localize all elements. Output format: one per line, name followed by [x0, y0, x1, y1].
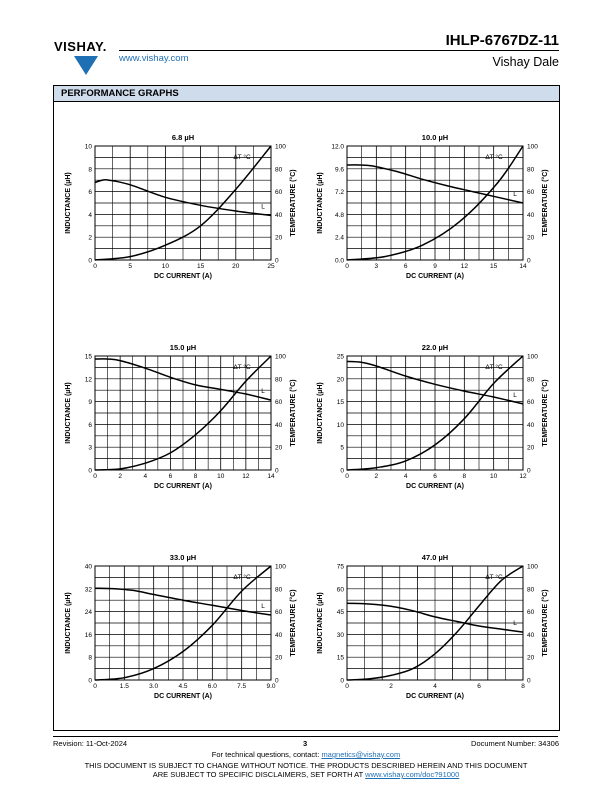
x-tick-label: 20 — [232, 263, 240, 270]
x-tick-label: 2 — [118, 473, 122, 480]
y-axis-label-right: TEMPERATURE (°C) — [542, 589, 549, 657]
y-tick-label-left: 32 — [84, 586, 92, 594]
chart-6 — [317, 553, 549, 700]
x-tick-label: 6 — [433, 473, 437, 480]
y-axis-label-left: INDUCTANCE (µH) — [65, 172, 72, 234]
x-tick-label: 15 — [196, 263, 205, 270]
x-tick-label: 9 — [433, 263, 437, 270]
y-tick-label-right: 20 — [527, 234, 535, 242]
y-tick-label-right: 20 — [275, 444, 283, 452]
y-tick-label-left: 4 — [88, 211, 92, 219]
y-tick-label-left: 10 — [336, 421, 344, 429]
x-tick-label: 10 — [161, 263, 170, 270]
y-tick-label-left: 6 — [88, 421, 92, 429]
y-tick-label-right: 100 — [527, 353, 538, 361]
y-tick-label-left: 8 — [88, 166, 92, 174]
y-tick-label-left: 15 — [336, 399, 344, 407]
y-tick-label-right: 60 — [275, 609, 283, 617]
chart-5 — [65, 553, 297, 700]
x-tick-label: 6 — [477, 683, 481, 690]
y-tick-label-left: 25 — [336, 353, 344, 361]
x-tick-label: 1.5 — [119, 683, 129, 690]
y-tick-label-right: 20 — [275, 654, 283, 662]
y-tick-label-left: 8 — [88, 654, 92, 662]
footer-contact — [0, 750, 612, 759]
x-axis-label: DC CURRENT (A) — [154, 273, 212, 280]
y-tick-label-right: 40 — [527, 421, 535, 429]
y-tick-label-left: 9.6 — [334, 166, 344, 174]
part-number: IHLP-6767DZ-11 — [445, 32, 559, 49]
footer-disclaimer — [0, 761, 612, 779]
y-tick-label-left: 75 — [336, 563, 344, 571]
brand-name: Vishay Dale — [492, 55, 559, 69]
y-tick-label-left: 15 — [84, 353, 92, 361]
y-axis-label-left: INDUCTANCE (µH) — [317, 382, 324, 444]
series-label-inductance: L — [513, 391, 517, 399]
y-tick-label-right: 20 — [275, 234, 283, 242]
chart-4 — [317, 343, 549, 490]
y-tick-label-right: 100 — [275, 143, 286, 151]
y-tick-label-left: 16 — [84, 631, 92, 639]
series-label-inductance: L — [261, 603, 265, 611]
x-tick-label: 0 — [93, 473, 97, 480]
y-axis-label-left: INDUCTANCE (µH) — [65, 382, 72, 444]
x-tick-label: 0 — [93, 263, 97, 270]
chart-title: 6.8 µH — [171, 133, 195, 142]
y-tick-label-right: 40 — [527, 211, 535, 219]
x-axis-label: DC CURRENT (A) — [406, 693, 464, 700]
series-label-inductance: L — [513, 191, 517, 198]
series-label-inductance: L — [513, 620, 517, 628]
x-tick-label: 25 — [267, 263, 275, 270]
y-tick-label-right: 60 — [527, 399, 535, 407]
y-tick-label-right: 100 — [527, 143, 538, 151]
y-tick-label-right: 60 — [527, 609, 535, 617]
y-tick-label-left: 5 — [340, 444, 344, 452]
y-tick-label-left: 12 — [84, 376, 92, 384]
x-tick-label: 0 — [345, 473, 349, 480]
series-label-temperature: ΔT °C — [233, 154, 251, 161]
x-axis-label: DC CURRENT (A) — [406, 483, 464, 490]
disclaimer-prefix: ARE SUBJECT TO SPECIFIC DISCLAIMERS, SET FORTH AT — [152, 770, 366, 779]
header-url-link[interactable]: www.vishay.com — [119, 53, 189, 64]
y-axis-label-right: TEMPERATURE (°C) — [542, 379, 549, 447]
y-axis-label-right: TEMPERATURE (°C) — [290, 169, 297, 237]
y-tick-label-right: 0 — [527, 257, 531, 265]
y-tick-label-right: 20 — [527, 444, 535, 452]
series-label-temperature: ΔT °C — [233, 574, 251, 581]
logo-text: VISHAY. — [54, 39, 107, 54]
y-axis-label-right: TEMPERATURE (°C) — [290, 589, 297, 657]
y-tick-label-right: 80 — [275, 586, 283, 594]
y-tick-label-right: 100 — [275, 353, 286, 361]
y-tick-label-left: 12.0 — [331, 143, 344, 151]
y-tick-label-left: 15 — [336, 654, 344, 662]
series-label-temperature: ΔT °C — [485, 574, 503, 581]
y-tick-label-right: 80 — [527, 166, 535, 174]
x-tick-label: 9.0 — [266, 683, 276, 690]
chart-1 — [65, 133, 297, 280]
x-tick-label: 3 — [374, 263, 379, 270]
y-axis-label-left: INDUCTANCE (µH) — [65, 592, 72, 654]
x-tick-label: 10 — [490, 473, 498, 480]
section-title: PERFORMANCE GRAPHS — [54, 86, 559, 102]
x-tick-label: 6 — [403, 263, 408, 270]
x-tick-label: 12 — [242, 473, 250, 480]
x-axis-label: DC CURRENT (A) — [406, 273, 464, 280]
x-tick-label: 5 — [128, 263, 133, 270]
y-tick-label-right: 60 — [275, 399, 283, 407]
x-tick-label: 0 — [345, 683, 349, 690]
y-tick-label-left: 2 — [88, 234, 92, 242]
y-tick-label-right: 100 — [275, 563, 286, 571]
y-tick-label-left: 0 — [88, 677, 92, 685]
footer-doc-number: Document Number: 34306 — [471, 739, 559, 748]
x-tick-label: 0 — [345, 263, 349, 270]
x-tick-label: 10 — [217, 473, 225, 480]
y-tick-label-right: 40 — [275, 631, 283, 639]
y-tick-label-right: 0 — [527, 677, 531, 685]
y-tick-label-left: 0 — [340, 677, 344, 685]
y-tick-label-left: 24 — [84, 609, 92, 617]
y-tick-label-right: 0 — [527, 467, 531, 475]
x-tick-label: 14 — [519, 263, 527, 270]
x-axis-label: DC CURRENT (A) — [154, 693, 212, 700]
y-tick-label-left: 45 — [336, 609, 344, 617]
x-axis-label: DC CURRENT (A) — [154, 483, 212, 490]
y-tick-label-right: 0 — [275, 677, 279, 685]
y-tick-label-right: 100 — [527, 563, 538, 571]
x-tick-label: 7.5 — [237, 683, 247, 690]
x-tick-label: 2 — [389, 683, 393, 690]
y-axis-label-left: INDUCTANCE (µH) — [317, 592, 324, 654]
x-tick-label: 8 — [193, 473, 198, 480]
y-tick-label-right: 60 — [275, 189, 283, 197]
y-tick-label-left: 2.4 — [334, 234, 344, 242]
chart-3 — [65, 343, 297, 490]
y-tick-label-left: 9 — [88, 399, 92, 407]
y-axis-label-right: TEMPERATURE (°C) — [290, 379, 297, 447]
contact-prefix: For technical questions, contact: — [211, 750, 322, 759]
y-tick-label-right: 60 — [527, 189, 535, 197]
series-label-temperature: ΔT °C — [485, 154, 503, 161]
y-tick-label-left: 30 — [336, 631, 344, 639]
x-tick-label: 4 — [143, 473, 148, 480]
series-label-inductance: L — [261, 388, 265, 396]
disclaimer-line-2 — [0, 770, 612, 779]
y-tick-label-right: 80 — [527, 586, 535, 594]
x-tick-label: 14 — [267, 473, 275, 480]
y-tick-label-left: 0 — [88, 467, 92, 475]
y-tick-label-left: 40 — [84, 563, 92, 571]
y-tick-label-right: 0 — [275, 467, 279, 475]
y-tick-label-right: 80 — [527, 376, 535, 384]
y-tick-label-right: 80 — [275, 376, 283, 384]
chart-title: 47.0 µH — [421, 553, 449, 562]
footer-page-number: 3 — [303, 739, 308, 748]
y-tick-label-left: 0.0 — [334, 257, 344, 265]
x-tick-label: 0 — [93, 683, 97, 690]
x-tick-label: 8 — [521, 683, 525, 690]
y-tick-label-left: 0 — [340, 467, 344, 475]
x-tick-label: 8 — [462, 473, 467, 480]
y-tick-label-right: 40 — [527, 631, 535, 639]
chart-title: 15.0 µH — [169, 343, 197, 352]
disclaimer-link[interactable]: www.vishay.com/doc?91000 — [365, 770, 460, 779]
x-tick-label: 12 — [519, 473, 527, 480]
x-tick-label: 4 — [433, 683, 437, 690]
y-tick-label-right: 40 — [275, 211, 283, 219]
y-tick-label-left: 4.8 — [334, 211, 344, 219]
y-axis-label-left: INDUCTANCE (µH) — [317, 172, 324, 234]
x-tick-label: 4.5 — [178, 683, 188, 690]
x-tick-label: 2 — [374, 473, 379, 480]
series-label-temperature: ΔT °C — [485, 364, 503, 371]
chart-title: 33.0 µH — [169, 553, 197, 562]
chart-title: 22.0 µH — [421, 343, 449, 352]
y-tick-label-right: 80 — [275, 166, 283, 174]
y-tick-label-left: 3 — [88, 444, 92, 452]
chart-title: 10.0 µH — [421, 133, 449, 142]
contact-email-link[interactable]: magnetics@vishay.com — [321, 750, 401, 759]
y-tick-label-right: 0 — [275, 257, 279, 265]
y-tick-label-left: 20 — [336, 376, 344, 384]
x-tick-label: 6 — [168, 473, 173, 480]
y-tick-label-left: 7.2 — [334, 189, 344, 197]
y-tick-label-right: 40 — [275, 421, 283, 429]
y-tick-label-left: 0 — [88, 257, 92, 265]
y-tick-label-left: 6 — [88, 189, 92, 197]
footer-rule — [53, 736, 558, 737]
y-axis-label-right: TEMPERATURE (°C) — [542, 169, 549, 237]
x-tick-label: 3.0 — [149, 683, 159, 690]
series-label-temperature: ΔT °C — [233, 364, 251, 371]
y-tick-label-left: 60 — [336, 586, 344, 594]
footer-revision: Revision: 11-Oct-2024 — [53, 739, 128, 748]
x-tick-label: 6.0 — [207, 683, 217, 690]
x-tick-label: 12 — [460, 263, 468, 270]
series-label-inductance: L — [261, 203, 265, 211]
y-tick-label-right: 20 — [527, 654, 535, 662]
chart-2 — [317, 133, 549, 280]
x-tick-label: 15 — [490, 263, 498, 270]
x-tick-label: 4 — [403, 473, 408, 480]
y-tick-label-left: 10 — [84, 143, 92, 151]
disclaimer-line-1: THIS DOCUMENT IS SUBJECT TO CHANGE WITHOUT NOTICE. THE PRODUCTS DESCRIBED HEREIN AND THIS DOCUMENT — [84, 761, 528, 770]
